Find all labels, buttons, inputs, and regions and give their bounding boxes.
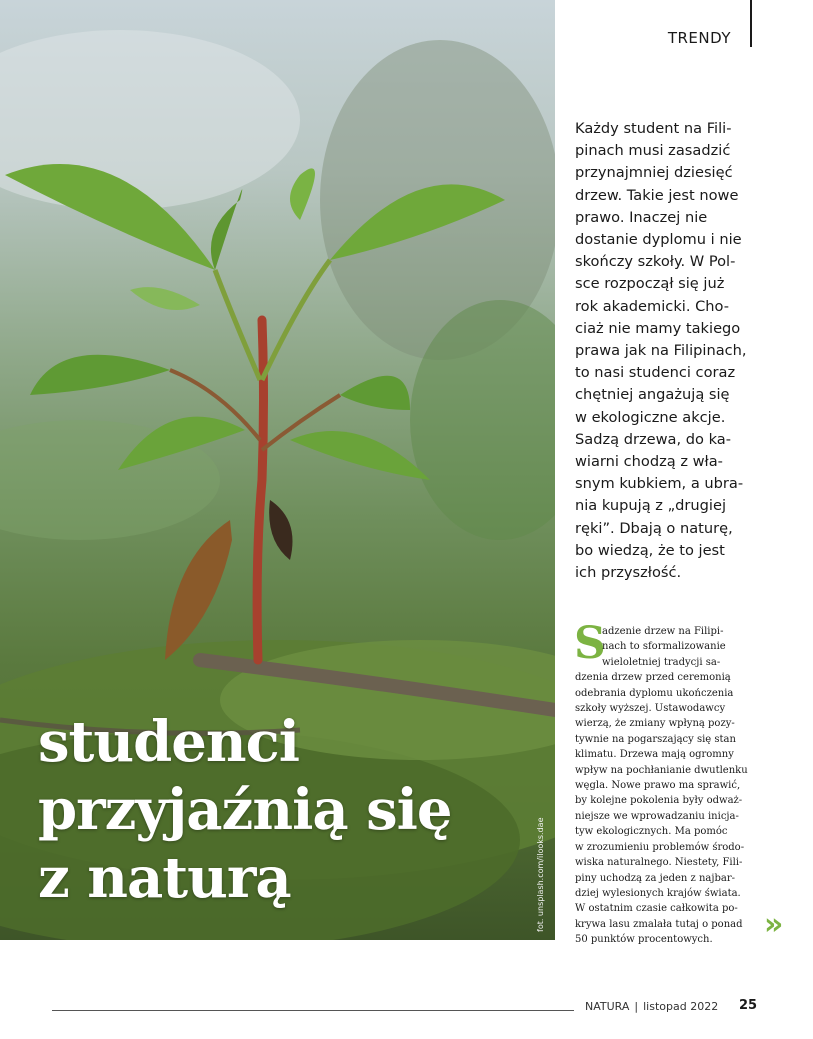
lead-line: sce rozpoczął się już — [575, 275, 725, 293]
section-label: TRENDY — [667, 29, 731, 47]
body-line: odebrania dyplomu ukończenia — [575, 687, 734, 699]
body-line: piny uchodzą za jeden z najbar- — [575, 872, 736, 884]
section-bar — [750, 0, 752, 47]
lead-paragraph — [575, 118, 755, 584]
footer-rule — [52, 1010, 574, 1011]
lead-line: bo wiedzą, że to jest — [575, 541, 725, 559]
lead-line: ich przyszłość. — [575, 564, 682, 582]
issue-date: listopad 2022 — [643, 1000, 719, 1013]
body-line: nach to sformalizowanie — [602, 641, 726, 653]
body-line: dzenia drzew przed ceremonią — [575, 672, 731, 684]
lead-line: Każdy student na Fili- — [575, 120, 732, 137]
lead-line: skończy szkoły. W Pol- — [575, 253, 736, 271]
footer — [585, 1000, 718, 1013]
lead-line: Sadzą drzewa, do ka- — [575, 430, 732, 448]
lead-line: prawo. Inaczej nie — [575, 208, 708, 226]
body-line: tywnie na pogarszający się stan — [575, 733, 736, 745]
body-line: wieloletniej tradycji sa- — [602, 656, 721, 668]
body-line: wpływ na pochłanianie dwutlenku — [575, 764, 748, 776]
lead-line: dostanie dyplomu i nie — [575, 231, 742, 249]
headline-line: studenci — [38, 709, 299, 775]
lead-line: rok akademicki. Cho- — [575, 297, 730, 315]
body-line: 50 punktów procentowych. — [575, 934, 713, 946]
lead-line: chętniej angażują się — [575, 386, 730, 404]
body-text — [574, 618, 765, 948]
body-line: wierzą, że zmiany wpłyną pozy- — [575, 718, 735, 730]
photo-credit: fot. unsplash.com/ilooks.dae — [536, 817, 545, 932]
page-number: 25 — [739, 998, 758, 1013]
lead-line: nia kupują z „drugiej — [575, 497, 727, 515]
body-line: dziej wylesionych krajów świata. — [575, 887, 741, 899]
body-line: wiska naturalnego. Niestety, Fili- — [575, 857, 743, 869]
lead-line: w ekologiczne akcje. — [575, 408, 726, 426]
lead-line: ręki”. Dbają o naturę, — [575, 519, 733, 537]
drop-cap: S — [574, 618, 606, 669]
body-line: tyw ekologicznych. Ma pomóc — [575, 826, 728, 838]
lead-line: ciaż nie mamy takiego — [575, 319, 741, 337]
footer-separator: | — [634, 1000, 639, 1013]
body-line: klimatu. Drzewa mają ogromny — [575, 749, 734, 761]
headline-line: z naturą — [38, 845, 291, 911]
magazine-name: NATURA — [585, 1000, 630, 1013]
body-line: W ostatnim czasie całkowita po- — [575, 903, 738, 915]
body-line: szkoły wyższej. Ustawodawcy — [575, 703, 726, 715]
lead-line: prawa jak na Filipinach, — [575, 342, 747, 360]
lead-line: wiarni chodzą z wła- — [575, 453, 723, 471]
body-line: niejsze we wprowadzaniu inicja- — [575, 810, 739, 822]
lead-line: pinach musi zasadzić — [575, 142, 731, 160]
body-line: węgla. Nowe prawo ma sprawić, — [575, 780, 741, 792]
continue-arrow-icon: » — [764, 907, 784, 942]
lead-line: to nasi studenci coraz — [575, 364, 736, 382]
body-line: by kolejne pokolenia były odważ- — [575, 795, 743, 807]
lead-line: snym kubkiem, a ubra- — [575, 475, 744, 493]
body-line: w zrozumieniu problemów środo- — [575, 841, 745, 853]
lead-line: przynajmniej dziesięć — [575, 164, 733, 182]
lead-line: drzew. Takie jest nowe — [575, 186, 739, 204]
headline-line: przyjaźnią się — [38, 777, 452, 843]
body-line: adzenie drzew na Filipi- — [602, 626, 724, 637]
headline — [38, 708, 452, 912]
body-line: krywa lasu zmalała tutaj o ponad — [575, 918, 743, 930]
